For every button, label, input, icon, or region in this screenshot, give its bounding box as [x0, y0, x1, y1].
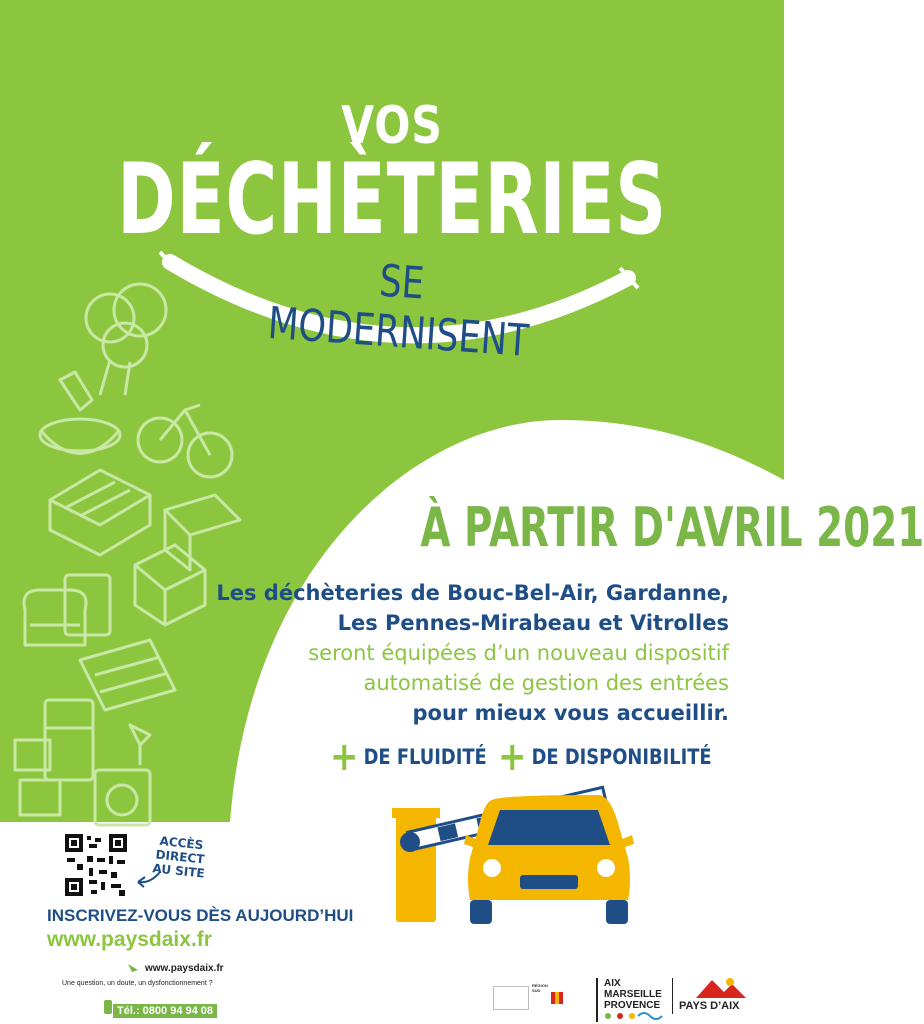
- pays-aix-logo: [672, 978, 753, 1014]
- region-sud-label: RÉGION SUD: [532, 983, 548, 993]
- plus-icon: +: [330, 734, 359, 780]
- eu-logo: [493, 986, 529, 1010]
- plus-icon: +: [498, 734, 527, 780]
- headline-decheteries: DÉCHÈTERIES: [117, 143, 667, 257]
- body-paragraph: [209, 578, 729, 728]
- body-line-2: Les Pennes-Mirabeau et Vitrolles: [337, 611, 729, 635]
- website-link[interactable]: www.paysdaix.fr: [47, 928, 212, 951]
- headline-vos: VOS: [341, 96, 443, 156]
- qr-caption: [138, 832, 222, 882]
- date-heading: À PARTIR D'AVRIL 2021: [420, 496, 924, 559]
- benefit-fluidite: [330, 734, 487, 780]
- signup-cta: INSCRIVEZ-VOUS DÈS AUJOURD’HUI: [47, 906, 354, 925]
- qr-caption-line-1: ACCÈS DIRECT: [154, 833, 206, 867]
- body-line-5: pour mieux vous accueillir.: [412, 701, 729, 725]
- qr-caption-line-2: AU SITE: [151, 861, 206, 881]
- qr-code-icon: [65, 834, 127, 896]
- waste-items-illustration-icon: [15, 284, 240, 825]
- contact-website-link[interactable]: www.paysdaix.fr: [145, 963, 224, 974]
- amp-line-1: AIX: [604, 978, 621, 989]
- body-line-3: seront équipées d’un nouveau dispositif: [308, 641, 729, 665]
- benefit-disponibilite: [498, 734, 712, 780]
- contact-phone[interactable]: Tél.: 0800 94 94 08: [113, 1004, 217, 1018]
- phone-icon: [104, 1000, 112, 1014]
- amp-line-3: PROVENCE: [604, 1000, 661, 1011]
- amp-line-2: MARSEILLE: [604, 989, 662, 1000]
- benefit-label: DE DISPONIBILITÉ: [531, 745, 712, 769]
- contact-question: Une question, un doute, un dysfonctionnement ?: [62, 980, 213, 987]
- amp-logo-text: [604, 978, 662, 1011]
- headline-se-modernisent: SE MODERNISENT: [266, 255, 531, 367]
- region-sud-logo: [532, 983, 552, 1013]
- body-line-4: automatisé de gestion des entrées: [363, 671, 729, 695]
- aix-marseille-provence-logo: [596, 978, 668, 1022]
- benefit-label: DE FLUIDITÉ: [363, 745, 487, 769]
- pays-aix-label: PAYS D’AIX: [679, 1000, 740, 1012]
- region-shield-icon: [551, 992, 563, 1004]
- body-line-1: Les déchèteries de Bouc-Bel-Air, Gardanne,: [216, 581, 729, 605]
